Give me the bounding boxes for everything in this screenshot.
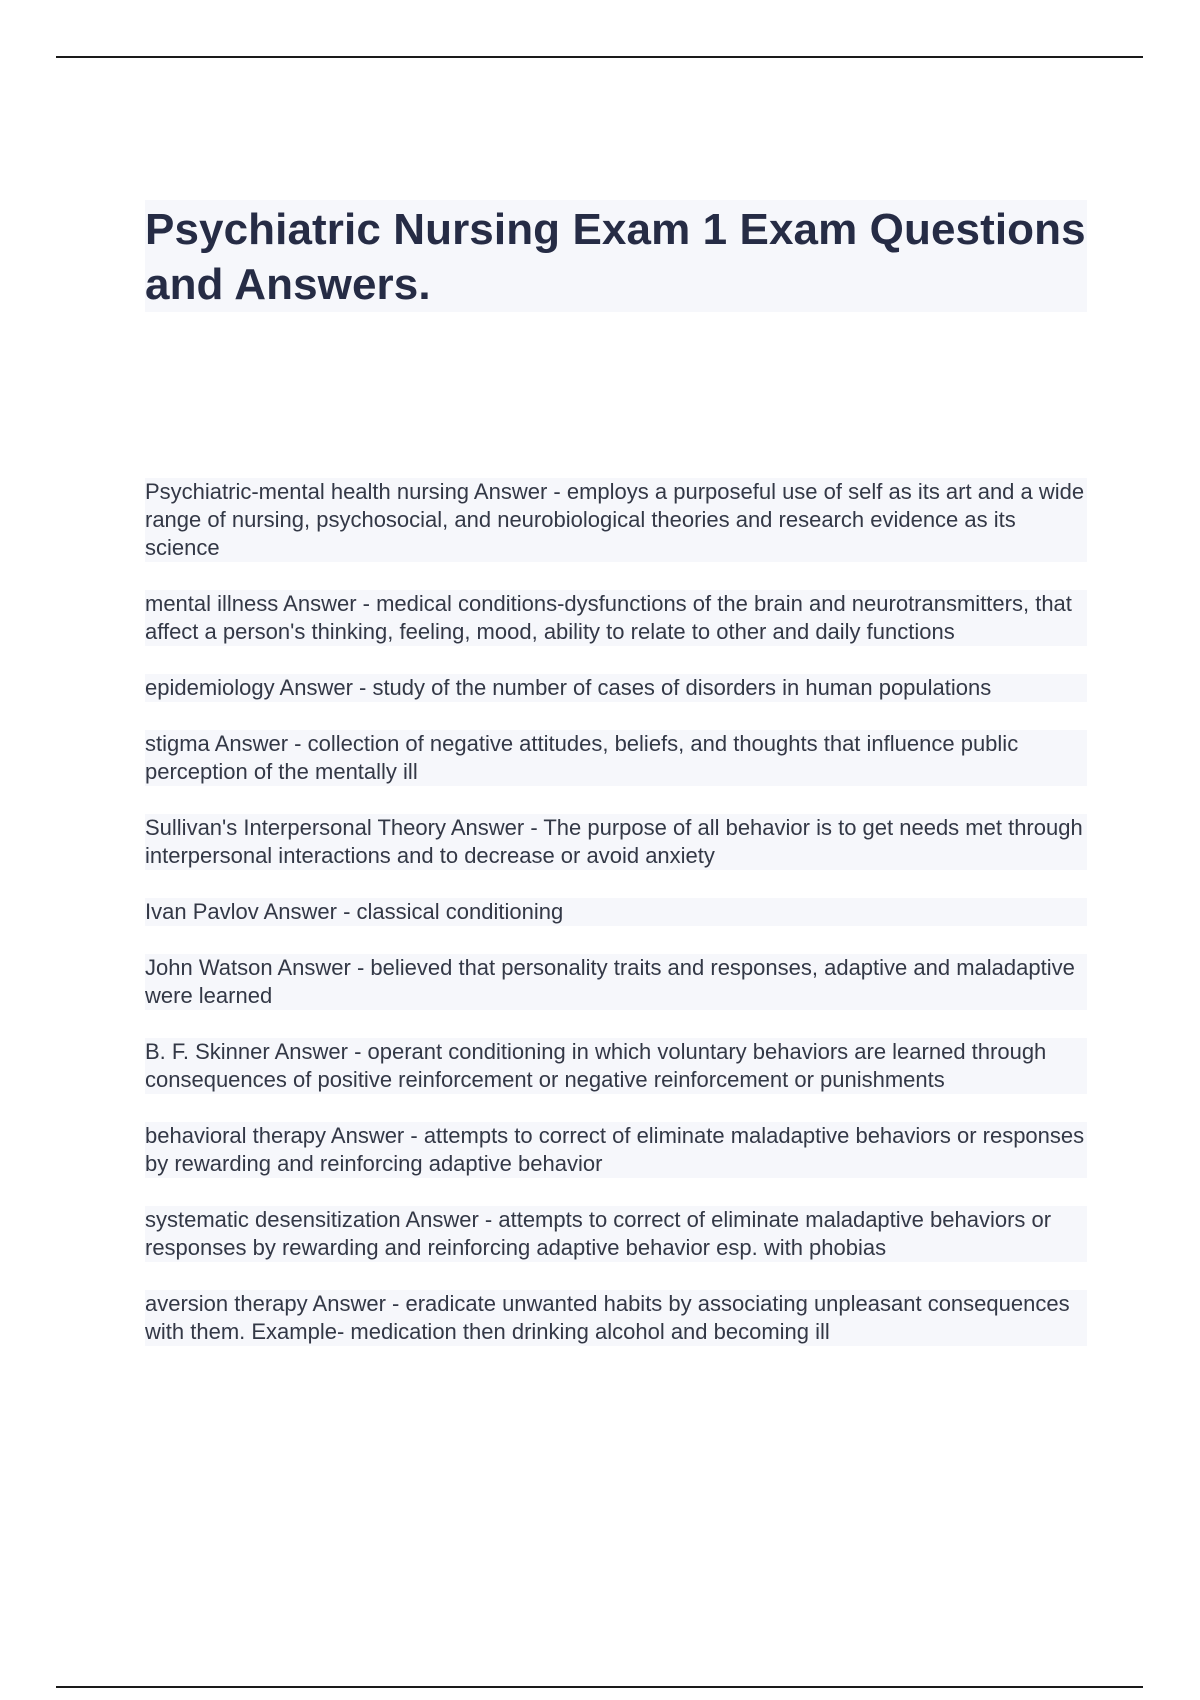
- qa-item: systematic desensitization Answer - attempts to correct of eliminate maladaptive behaviors or responses by rewarding and reinforcing adaptive behavior esp. with phobias: [145, 1206, 1087, 1262]
- qa-item: stigma Answer - collection of negative attitudes, beliefs, and thoughts that influence public perception of the mentally ill: [145, 730, 1087, 786]
- qa-list: [145, 478, 1087, 1374]
- qa-item: behavioral therapy Answer - attempts to correct of eliminate maladaptive behaviors or responses by rewarding and reinforcing adaptive behavior: [145, 1122, 1087, 1178]
- qa-item: B. F. Skinner Answer - operant conditioning in which voluntary behaviors are learned through consequences of positive reinforcement or negative reinforcement or punishments: [145, 1038, 1087, 1094]
- title-block: [145, 200, 1087, 312]
- top-rule: [56, 56, 1143, 58]
- qa-item: John Watson Answer - believed that personality traits and responses, adaptive and maladaptive were learned: [145, 954, 1087, 1010]
- qa-item: Ivan Pavlov Answer - classical conditioning: [145, 898, 1087, 926]
- bottom-rule: [56, 1686, 1143, 1688]
- page-title: Psychiatric Nursing Exam 1 Exam Questions and Answers.: [145, 205, 1086, 309]
- qa-item: mental illness Answer - medical conditions-dysfunctions of the brain and neurotransmitters, that affect a person's thinking, feeling, mood, ability to relate to other and daily functions: [145, 590, 1087, 646]
- qa-item: Sullivan's Interpersonal Theory Answer - The purpose of all behavior is to get needs met through interpersonal interactions and to decrease or avoid anxiety: [145, 814, 1087, 870]
- qa-item: Psychiatric-mental health nursing Answer - employs a purposeful use of self as its art and a wide range of nursing, psychosocial, and neurobiological theories and research evidence as its science: [145, 478, 1087, 562]
- qa-item: epidemiology Answer - study of the number of cases of disorders in human populations: [145, 674, 1087, 702]
- qa-item: aversion therapy Answer - eradicate unwanted habits by associating unpleasant consequences with them. Example- medication then drinking alcohol and becoming ill: [145, 1290, 1087, 1346]
